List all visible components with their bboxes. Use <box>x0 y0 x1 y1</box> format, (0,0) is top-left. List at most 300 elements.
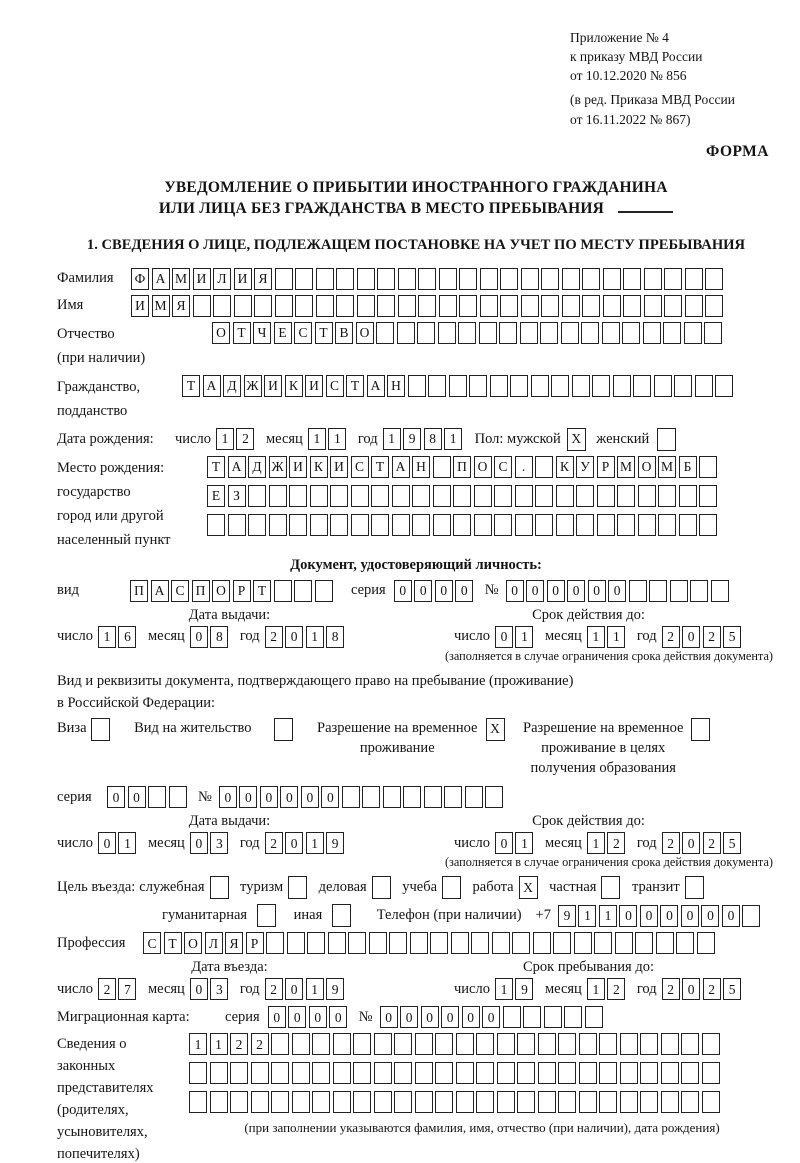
char-cell[interactable] <box>644 295 662 317</box>
char-cell[interactable] <box>579 1091 597 1113</box>
char-cell[interactable] <box>503 1006 521 1028</box>
char-cell[interactable]: А <box>203 375 221 397</box>
char-cell[interactable]: 2 <box>251 1033 269 1055</box>
char-cell[interactable]: 2 <box>607 978 625 1000</box>
char-cell[interactable] <box>538 1062 556 1084</box>
char-cell[interactable]: 0 <box>682 978 700 1000</box>
char-cell[interactable] <box>408 375 426 397</box>
char-cell[interactable]: 8 <box>210 626 228 648</box>
char-cell[interactable]: Р <box>597 456 615 478</box>
char-cell[interactable] <box>417 322 435 344</box>
char-cell[interactable] <box>444 786 462 808</box>
char-cell[interactable] <box>617 514 635 536</box>
char-cell[interactable]: 1 <box>587 978 605 1000</box>
char-cell[interactable]: 0 <box>608 580 626 602</box>
char-cell[interactable]: 2 <box>230 1033 248 1055</box>
char-cell[interactable] <box>456 1033 474 1055</box>
char-cell[interactable]: С <box>326 375 344 397</box>
char-cell[interactable] <box>622 322 640 344</box>
char-cell[interactable] <box>649 580 667 602</box>
char-cell[interactable] <box>412 485 430 507</box>
char-cell[interactable] <box>699 456 717 478</box>
char-cell[interactable] <box>274 580 292 602</box>
char-cell[interactable] <box>189 1062 207 1084</box>
char-cell[interactable] <box>169 786 187 808</box>
char-cell[interactable] <box>207 514 225 536</box>
char-cell[interactable] <box>476 1062 494 1084</box>
char-cell[interactable] <box>471 932 489 954</box>
char-cell[interactable] <box>497 1091 515 1113</box>
char-cell[interactable] <box>275 268 293 290</box>
char-cell[interactable] <box>572 375 590 397</box>
char-cell[interactable] <box>551 375 569 397</box>
char-cell[interactable]: 0 <box>128 786 146 808</box>
char-cell[interactable]: Т <box>346 375 364 397</box>
char-cell[interactable] <box>362 786 380 808</box>
char-cell[interactable] <box>342 786 360 808</box>
char-cell[interactable] <box>289 514 307 536</box>
char-cell[interactable]: М <box>152 295 170 317</box>
char-cell[interactable] <box>629 580 647 602</box>
char-cell[interactable] <box>635 932 653 954</box>
char-cell[interactable] <box>517 1062 535 1084</box>
char-cell[interactable]: 2 <box>703 832 721 854</box>
char-cell[interactable] <box>705 268 723 290</box>
char-cell[interactable] <box>562 268 580 290</box>
char-cell[interactable] <box>538 1091 556 1113</box>
char-cell[interactable] <box>348 932 366 954</box>
char-cell[interactable] <box>439 295 457 317</box>
char-cell[interactable] <box>497 1062 515 1084</box>
char-cell[interactable]: Т <box>207 456 225 478</box>
char-cell[interactable]: 0 <box>260 786 278 808</box>
char-cell[interactable] <box>674 375 692 397</box>
char-cell[interactable] <box>535 456 553 478</box>
char-cell[interactable]: 0 <box>547 580 565 602</box>
char-cell[interactable] <box>439 268 457 290</box>
char-cell[interactable] <box>681 1091 699 1113</box>
char-cell[interactable]: 5 <box>723 978 741 1000</box>
char-cell[interactable] <box>330 485 348 507</box>
char-cell[interactable] <box>685 876 704 899</box>
char-cell[interactable] <box>603 295 621 317</box>
char-cell[interactable]: 1 <box>495 978 513 1000</box>
char-cell[interactable] <box>704 322 722 344</box>
char-cell[interactable]: 0 <box>567 580 585 602</box>
char-cell[interactable]: 0 <box>506 580 524 602</box>
char-cell[interactable]: 1 <box>607 626 625 648</box>
char-cell[interactable]: 0 <box>660 905 678 927</box>
char-cell[interactable] <box>248 485 266 507</box>
char-cell[interactable] <box>449 375 467 397</box>
char-cell[interactable] <box>397 322 415 344</box>
char-cell[interactable]: К <box>285 375 303 397</box>
char-cell[interactable]: И <box>305 375 323 397</box>
char-cell[interactable] <box>424 786 442 808</box>
char-cell[interactable] <box>254 295 272 317</box>
char-cell[interactable] <box>553 932 571 954</box>
char-cell[interactable] <box>657 428 676 451</box>
char-cell[interactable]: 3 <box>210 978 228 1000</box>
char-cell[interactable]: 2 <box>265 832 283 854</box>
char-cell[interactable]: 1 <box>515 626 533 648</box>
char-cell[interactable] <box>691 718 710 741</box>
char-cell[interactable] <box>538 1033 556 1055</box>
char-cell[interactable] <box>376 322 394 344</box>
char-cell[interactable] <box>213 295 231 317</box>
char-cell[interactable] <box>374 1033 392 1055</box>
char-cell[interactable] <box>574 932 592 954</box>
char-cell[interactable]: 0 <box>588 580 606 602</box>
char-cell[interactable]: Ж <box>269 456 287 478</box>
char-cell[interactable] <box>271 1091 289 1113</box>
char-cell[interactable]: Т <box>164 932 182 954</box>
char-cell[interactable]: X <box>567 428 586 451</box>
char-cell[interactable] <box>453 514 471 536</box>
char-cell[interactable]: Я <box>225 932 243 954</box>
char-cell[interactable]: 0 <box>190 978 208 1000</box>
char-cell[interactable]: 0 <box>190 832 208 854</box>
char-cell[interactable]: Н <box>387 375 405 397</box>
char-cell[interactable]: 2 <box>662 832 680 854</box>
char-cell[interactable] <box>690 580 708 602</box>
char-cell[interactable] <box>371 514 389 536</box>
char-cell[interactable] <box>599 1091 617 1113</box>
char-cell[interactable]: 0 <box>495 626 513 648</box>
char-cell[interactable] <box>684 322 702 344</box>
char-cell[interactable] <box>561 322 579 344</box>
char-cell[interactable] <box>699 485 717 507</box>
char-cell[interactable]: А <box>367 375 385 397</box>
char-cell[interactable] <box>685 268 703 290</box>
char-cell[interactable]: 0 <box>619 905 637 927</box>
char-cell[interactable] <box>705 295 723 317</box>
char-cell[interactable] <box>292 1033 310 1055</box>
char-cell[interactable] <box>310 485 328 507</box>
char-cell[interactable]: 2 <box>265 978 283 1000</box>
char-cell[interactable]: 8 <box>424 428 442 450</box>
char-cell[interactable]: И <box>264 375 282 397</box>
char-cell[interactable] <box>558 1033 576 1055</box>
char-cell[interactable] <box>490 375 508 397</box>
char-cell[interactable]: О <box>356 322 374 344</box>
char-cell[interactable]: 0 <box>288 1006 306 1028</box>
char-cell[interactable]: 1 <box>118 832 136 854</box>
char-cell[interactable] <box>389 932 407 954</box>
char-cell[interactable]: 0 <box>107 786 125 808</box>
char-cell[interactable] <box>266 932 284 954</box>
char-cell[interactable] <box>357 268 375 290</box>
char-cell[interactable] <box>392 485 410 507</box>
char-cell[interactable] <box>681 1062 699 1084</box>
char-cell[interactable]: 0 <box>301 786 319 808</box>
char-cell[interactable] <box>230 1062 248 1084</box>
char-cell[interactable] <box>394 1062 412 1084</box>
char-cell[interactable] <box>459 295 477 317</box>
char-cell[interactable] <box>328 932 346 954</box>
char-cell[interactable] <box>633 375 651 397</box>
char-cell[interactable] <box>415 1062 433 1084</box>
char-cell[interactable] <box>353 1033 371 1055</box>
char-cell[interactable] <box>428 375 446 397</box>
char-cell[interactable]: 8 <box>326 626 344 648</box>
char-cell[interactable] <box>210 876 229 899</box>
char-cell[interactable] <box>442 876 461 899</box>
char-cell[interactable] <box>269 485 287 507</box>
char-cell[interactable] <box>699 514 717 536</box>
char-cell[interactable] <box>210 1091 228 1113</box>
char-cell[interactable]: Е <box>274 322 292 344</box>
char-cell[interactable]: А <box>152 268 170 290</box>
char-cell[interactable]: Ж <box>244 375 262 397</box>
char-cell[interactable] <box>418 268 436 290</box>
char-cell[interactable] <box>523 1006 541 1028</box>
char-cell[interactable] <box>415 1033 433 1055</box>
char-cell[interactable] <box>512 932 530 954</box>
char-cell[interactable] <box>656 932 674 954</box>
char-cell[interactable] <box>742 905 760 927</box>
char-cell[interactable] <box>398 268 416 290</box>
char-cell[interactable] <box>453 485 471 507</box>
char-cell[interactable]: П <box>453 456 471 478</box>
char-cell[interactable] <box>435 1091 453 1113</box>
char-cell[interactable]: 0 <box>268 1006 286 1028</box>
char-cell[interactable] <box>558 1062 576 1084</box>
char-cell[interactable] <box>292 1062 310 1084</box>
char-cell[interactable]: О <box>212 580 230 602</box>
char-cell[interactable] <box>661 1033 679 1055</box>
char-cell[interactable]: 0 <box>482 1006 500 1028</box>
char-cell[interactable] <box>228 514 246 536</box>
char-cell[interactable] <box>374 1062 392 1084</box>
char-cell[interactable]: 1 <box>587 832 605 854</box>
char-cell[interactable] <box>685 295 703 317</box>
char-cell[interactable]: И <box>330 456 348 478</box>
char-cell[interactable] <box>663 322 681 344</box>
char-cell[interactable]: 9 <box>326 978 344 1000</box>
char-cell[interactable] <box>658 514 676 536</box>
char-cell[interactable]: 1 <box>210 1033 228 1055</box>
char-cell[interactable] <box>531 375 549 397</box>
char-cell[interactable] <box>599 1033 617 1055</box>
char-cell[interactable]: И <box>234 268 252 290</box>
char-cell[interactable] <box>579 1062 597 1084</box>
char-cell[interactable] <box>333 1091 351 1113</box>
char-cell[interactable]: 0 <box>414 580 432 602</box>
char-cell[interactable] <box>679 514 697 536</box>
char-cell[interactable] <box>697 932 715 954</box>
char-cell[interactable]: 0 <box>421 1006 439 1028</box>
char-cell[interactable] <box>644 268 662 290</box>
char-cell[interactable] <box>251 1062 269 1084</box>
char-cell[interactable] <box>257 904 276 927</box>
char-cell[interactable] <box>189 1091 207 1113</box>
char-cell[interactable] <box>295 295 313 317</box>
char-cell[interactable] <box>576 485 594 507</box>
char-cell[interactable]: X <box>486 718 505 741</box>
char-cell[interactable]: 1 <box>578 905 596 927</box>
char-cell[interactable] <box>438 322 456 344</box>
char-cell[interactable] <box>336 268 354 290</box>
char-cell[interactable] <box>521 295 539 317</box>
char-cell[interactable] <box>351 514 369 536</box>
char-cell[interactable] <box>620 1033 638 1055</box>
char-cell[interactable]: 0 <box>400 1006 418 1028</box>
char-cell[interactable] <box>576 514 594 536</box>
char-cell[interactable]: 0 <box>682 832 700 854</box>
char-cell[interactable] <box>670 580 688 602</box>
char-cell[interactable] <box>492 932 510 954</box>
char-cell[interactable]: Р <box>246 932 264 954</box>
char-cell[interactable]: Л <box>213 268 231 290</box>
char-cell[interactable] <box>597 514 615 536</box>
char-cell[interactable] <box>336 295 354 317</box>
char-cell[interactable] <box>312 1033 330 1055</box>
char-cell[interactable] <box>654 375 672 397</box>
char-cell[interactable] <box>474 514 492 536</box>
char-cell[interactable]: 1 <box>444 428 462 450</box>
char-cell[interactable] <box>476 1091 494 1113</box>
char-cell[interactable]: 0 <box>640 905 658 927</box>
char-cell[interactable] <box>679 485 697 507</box>
char-cell[interactable]: М <box>617 456 635 478</box>
char-cell[interactable] <box>310 514 328 536</box>
char-cell[interactable]: 5 <box>723 626 741 648</box>
char-cell[interactable]: 0 <box>285 626 303 648</box>
char-cell[interactable]: Т <box>253 580 271 602</box>
char-cell[interactable]: 1 <box>599 905 617 927</box>
char-cell[interactable] <box>515 514 533 536</box>
char-cell[interactable] <box>556 485 574 507</box>
char-cell[interactable] <box>517 1033 535 1055</box>
char-cell[interactable] <box>520 322 538 344</box>
char-cell[interactable]: 2 <box>236 428 254 450</box>
char-cell[interactable]: С <box>294 322 312 344</box>
char-cell[interactable] <box>383 786 401 808</box>
char-cell[interactable] <box>316 295 334 317</box>
char-cell[interactable]: 1 <box>383 428 401 450</box>
char-cell[interactable] <box>521 268 539 290</box>
char-cell[interactable]: 0 <box>722 905 740 927</box>
char-cell[interactable]: 6 <box>118 626 136 648</box>
char-cell[interactable] <box>500 295 518 317</box>
char-cell[interactable]: 0 <box>441 1006 459 1028</box>
char-cell[interactable] <box>581 322 599 344</box>
char-cell[interactable]: Б <box>679 456 697 478</box>
char-cell[interactable]: 0 <box>435 580 453 602</box>
char-cell[interactable]: 7 <box>118 978 136 1000</box>
char-cell[interactable] <box>476 1033 494 1055</box>
char-cell[interactable] <box>210 1062 228 1084</box>
char-cell[interactable]: А <box>392 456 410 478</box>
char-cell[interactable] <box>372 876 391 899</box>
char-cell[interactable] <box>403 786 421 808</box>
char-cell[interactable] <box>248 514 266 536</box>
char-cell[interactable] <box>497 1033 515 1055</box>
char-cell[interactable] <box>620 1062 638 1084</box>
char-cell[interactable] <box>623 268 641 290</box>
char-cell[interactable] <box>430 932 448 954</box>
char-cell[interactable] <box>353 1062 371 1084</box>
char-cell[interactable] <box>294 580 312 602</box>
char-cell[interactable]: Т <box>315 322 333 344</box>
char-cell[interactable] <box>435 1062 453 1084</box>
char-cell[interactable] <box>371 485 389 507</box>
char-cell[interactable]: Д <box>223 375 241 397</box>
char-cell[interactable] <box>579 1033 597 1055</box>
char-cell[interactable] <box>410 932 428 954</box>
char-cell[interactable] <box>715 375 733 397</box>
char-cell[interactable]: М <box>658 456 676 478</box>
char-cell[interactable] <box>535 485 553 507</box>
char-cell[interactable]: И <box>131 295 149 317</box>
char-cell[interactable]: X <box>519 876 538 899</box>
char-cell[interactable]: Е <box>207 485 225 507</box>
char-cell[interactable] <box>394 1033 412 1055</box>
char-cell[interactable]: Л <box>205 932 223 954</box>
char-cell[interactable] <box>597 485 615 507</box>
char-cell[interactable] <box>312 1062 330 1084</box>
char-cell[interactable] <box>617 485 635 507</box>
char-cell[interactable]: И <box>289 456 307 478</box>
char-cell[interactable]: 1 <box>306 832 324 854</box>
char-cell[interactable]: 9 <box>558 905 576 927</box>
char-cell[interactable]: 0 <box>495 832 513 854</box>
char-cell[interactable] <box>333 1062 351 1084</box>
char-cell[interactable] <box>316 268 334 290</box>
char-cell[interactable]: 0 <box>701 905 719 927</box>
char-cell[interactable] <box>274 718 293 741</box>
char-cell[interactable]: 9 <box>515 978 533 1000</box>
char-cell[interactable]: 0 <box>526 580 544 602</box>
char-cell[interactable] <box>544 1006 562 1028</box>
char-cell[interactable] <box>479 322 497 344</box>
char-cell[interactable]: 2 <box>662 626 680 648</box>
char-cell[interactable] <box>433 456 451 478</box>
char-cell[interactable]: 0 <box>380 1006 398 1028</box>
char-cell[interactable] <box>398 295 416 317</box>
char-cell[interactable] <box>456 1091 474 1113</box>
char-cell[interactable] <box>287 932 305 954</box>
char-cell[interactable]: 2 <box>703 626 721 648</box>
char-cell[interactable] <box>315 580 333 602</box>
char-cell[interactable]: Т <box>371 456 389 478</box>
char-cell[interactable]: П <box>192 580 210 602</box>
char-cell[interactable]: 0 <box>462 1006 480 1028</box>
char-cell[interactable] <box>271 1033 289 1055</box>
char-cell[interactable]: 0 <box>239 786 257 808</box>
char-cell[interactable] <box>661 1062 679 1084</box>
char-cell[interactable]: Ф <box>131 268 149 290</box>
char-cell[interactable] <box>564 1006 582 1028</box>
char-cell[interactable] <box>640 1091 658 1113</box>
char-cell[interactable] <box>230 1091 248 1113</box>
char-cell[interactable] <box>499 322 517 344</box>
char-cell[interactable]: Н <box>412 456 430 478</box>
char-cell[interactable] <box>351 485 369 507</box>
char-cell[interactable] <box>456 1062 474 1084</box>
char-cell[interactable] <box>541 295 559 317</box>
char-cell[interactable] <box>292 1091 310 1113</box>
char-cell[interactable]: 9 <box>403 428 421 450</box>
char-cell[interactable] <box>480 295 498 317</box>
char-cell[interactable] <box>562 295 580 317</box>
char-cell[interactable]: Д <box>248 456 266 478</box>
char-cell[interactable]: Я <box>254 268 272 290</box>
char-cell[interactable] <box>480 268 498 290</box>
char-cell[interactable] <box>623 295 641 317</box>
char-cell[interactable] <box>307 932 325 954</box>
